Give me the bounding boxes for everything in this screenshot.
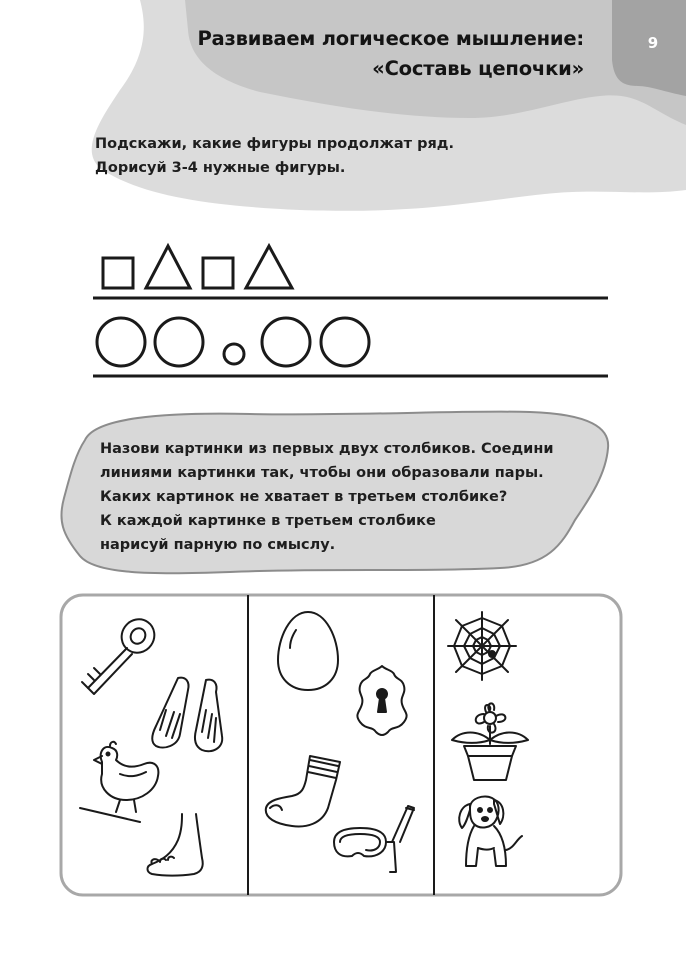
title-line-2: «Составь цепочки» [372,57,584,80]
page-title [164,24,584,84]
square-shape [103,258,133,288]
shape-sequences [88,230,618,390]
task2-line-1: Назови картинки из первых двух столбиков. Соедини [100,441,554,457]
task2-instruction [100,437,560,557]
square-shape [203,258,233,288]
circle-shape [97,318,145,366]
title-line-1: Развиваем логическое мышление: [197,27,584,50]
small-circle-shape [224,344,244,364]
task2-line-5: нарисуй парную по смыслу. [100,537,336,553]
sequence-row-1 [103,246,292,288]
triangle-shape [146,246,190,288]
page-number: 9 [647,34,659,52]
circle-shape [155,318,203,366]
triangle-shape [246,246,292,288]
task1-instruction [95,132,535,180]
circle-shape [321,318,369,366]
task2-line-2: линиями картинки так, чтобы они образовали пары. [100,465,544,481]
task2-line-3: Каких картинок не хватает в третьем столбике? [100,489,508,505]
table-frame [61,595,621,895]
task1-line-1: Подскажи, какие фигуры продолжат ряд. [95,136,455,152]
spiderweb-icon[interactable] [448,612,516,680]
task2-line-4: К каждой картинке в третьем столбике [100,513,436,529]
task1-line-2: Дорисуй 3-4 нужные фигуры. [95,160,346,176]
circle-shape [262,318,310,366]
pictures-table [58,592,624,898]
sequence-row-2 [97,318,369,366]
